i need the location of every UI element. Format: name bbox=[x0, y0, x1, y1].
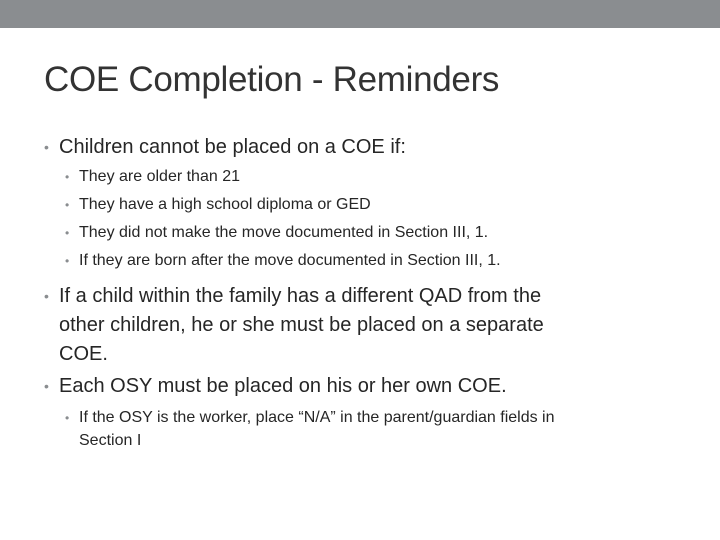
bullet-text-line: COE. bbox=[59, 343, 108, 365]
bullet-continuation bbox=[59, 342, 108, 366]
sub-bullet-item bbox=[65, 223, 489, 243]
sub-bullet-item bbox=[65, 195, 371, 215]
bullet-icon: • bbox=[44, 378, 49, 394]
bullet-icon: • bbox=[65, 226, 70, 240]
bullet-text-line: other children, he or she must be placed on a separate bbox=[59, 314, 544, 336]
bullet-text-line: If a child within the family has a different QAD from the bbox=[59, 285, 542, 307]
bullet-item bbox=[44, 374, 507, 398]
bullet-continuation bbox=[59, 313, 544, 337]
bullet-item bbox=[44, 135, 406, 159]
sub-bullet-continuation bbox=[79, 431, 141, 451]
bullet-icon: • bbox=[65, 411, 70, 425]
bullet-text: Children cannot be placed on a COE if: bbox=[59, 136, 406, 158]
bullet-icon: • bbox=[65, 198, 70, 212]
bullet-icon: • bbox=[44, 288, 49, 304]
bullet-icon: • bbox=[65, 170, 70, 184]
sub-bullet-text: If they are born after the move documented in Section III, 1. bbox=[79, 252, 501, 269]
sub-bullet-text-line: Section I bbox=[79, 432, 142, 449]
slide-title: COE Completion - Reminders bbox=[44, 60, 500, 99]
top-accent-bar bbox=[0, 0, 720, 28]
sub-bullet-text: They have a high school diploma or GED bbox=[79, 196, 371, 213]
sub-bullet-text: They are older than 21 bbox=[79, 168, 240, 185]
sub-bullet-text: They did not make the move documented in Section III, 1. bbox=[79, 224, 489, 241]
sub-bullet-item bbox=[65, 251, 501, 271]
sub-bullet-item bbox=[65, 408, 555, 428]
bullet-text: Each OSY must be placed on his or her own COE. bbox=[59, 375, 507, 397]
sub-bullet-text-line: If the OSY is the worker, place “N/A” in the parent/guardian fields in bbox=[79, 409, 555, 426]
sub-bullet-item bbox=[65, 167, 240, 187]
bullet-icon: • bbox=[65, 254, 70, 268]
bullet-icon: • bbox=[44, 139, 49, 155]
bullet-item bbox=[44, 284, 542, 308]
